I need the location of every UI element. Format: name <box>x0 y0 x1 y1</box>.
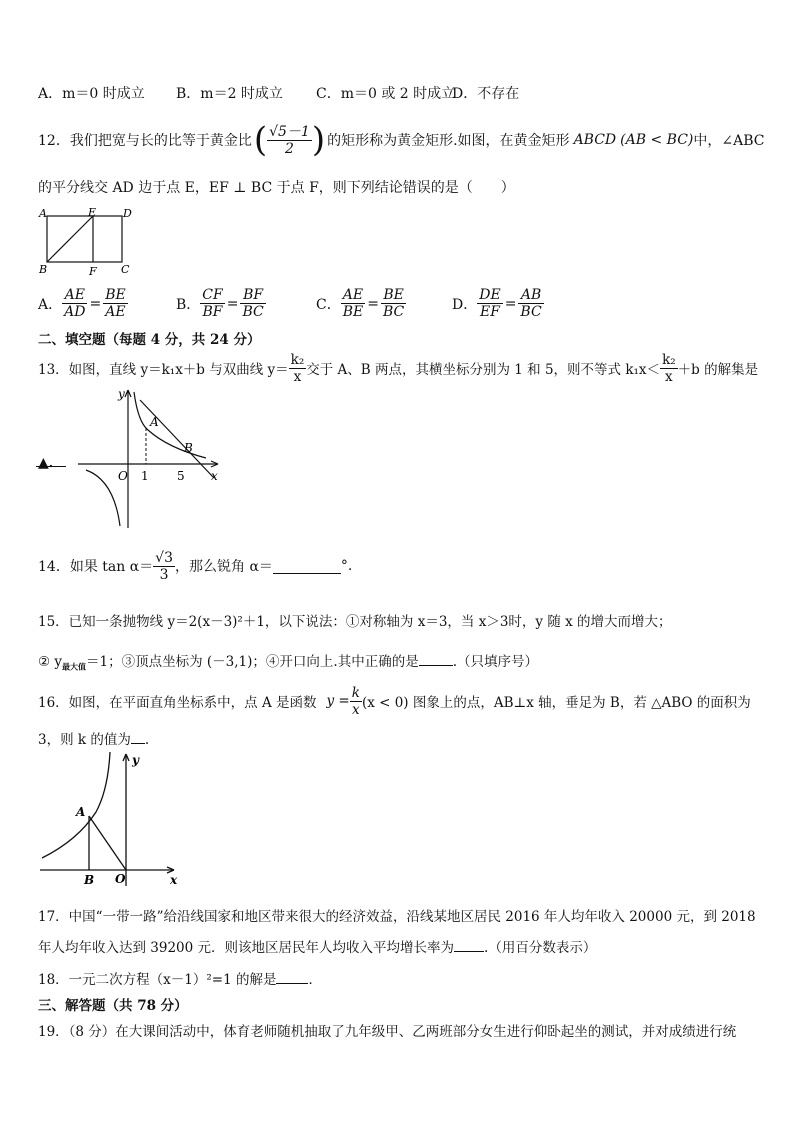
denominator: BC <box>382 304 405 320</box>
golden-numerator: √5－1 <box>269 123 310 140</box>
denominator: x <box>293 368 302 385</box>
numerator: DE <box>479 287 501 303</box>
numerator: AE <box>62 287 87 304</box>
q13-text-post: ＋b 的解集是 <box>677 362 759 378</box>
fraction <box>240 287 265 320</box>
option-label: B． <box>176 296 201 313</box>
q12-option-a <box>38 287 128 320</box>
q14-text-end: °. <box>340 558 353 574</box>
q16-answer-blank[interactable] <box>131 731 145 744</box>
q12-golden-rectangle-figure <box>36 206 136 278</box>
label-o: O <box>115 872 126 886</box>
q19-line1: 19．（8 分）在大课间活动中，体育老师随机抽取了九年级甲、乙两班部分女生进行仰卧起坐的测试，并对成绩进行统 <box>38 1024 737 1040</box>
q11-option-c: C．m＝0 或 2 时成立 <box>316 86 456 102</box>
q18-text-end: ． <box>308 972 322 988</box>
q15-text-a: ② y <box>38 654 63 670</box>
section-2-heading: 二、填空题（每题 4 分，共 24 分） <box>38 332 261 348</box>
q12-rect-name: ABCD <box>573 132 617 148</box>
denominator: BF <box>202 304 223 320</box>
q14-fraction <box>153 550 175 583</box>
q16-text-pre: 16．如图，在平面直角坐标系中，点 A 是函数 <box>38 695 317 711</box>
denominator: BE <box>342 304 364 320</box>
q16-hyperbola-figure <box>38 750 186 890</box>
line-y-k1x-b <box>140 400 214 478</box>
denominator: AE <box>105 304 126 320</box>
numerator: BE <box>381 287 406 304</box>
equals-sign: = <box>367 295 379 312</box>
q18-text-pre: 18．一元二次方程（x－1）²=1 的解是 <box>38 972 277 988</box>
option-label: D． <box>452 296 478 313</box>
fraction <box>341 287 366 320</box>
q15-line1: 15．已知一条抛物线 y＝2(x－3)²＋1，以下说法：①对称轴为 x＝3，当 x＞3时，y 随 x 的增大而增大； <box>38 614 672 630</box>
q16-period: . <box>144 732 150 748</box>
q13-answer-mark <box>38 452 63 472</box>
segment-ao <box>89 816 126 870</box>
q18-line <box>38 968 322 988</box>
q12-option-c <box>316 287 406 320</box>
label-y: y <box>118 387 125 401</box>
denominator: x <box>352 701 360 718</box>
left-paren: ( <box>253 120 268 160</box>
q17-text-b: .（用百分数表示） <box>484 940 597 956</box>
q14-answer-blank[interactable] <box>273 559 341 574</box>
label-x: x <box>170 873 178 887</box>
golden-ratio <box>253 120 326 160</box>
label-1: 1 <box>141 469 149 483</box>
option-label: C． <box>316 296 341 313</box>
q13-text-mid: 交于 A、B 两点，其横坐标分别为 1 和 5，则不等式 k₁x＜ <box>306 362 661 378</box>
q15-text-c: .（只填序号） <box>452 654 539 670</box>
q17-line1: 17．中国“一带一路”给沿线国家和地区带来很大的经济效益，沿线某地区居民 2016 年人均年收入 20000 元，到 2018 <box>38 909 756 925</box>
q13-fraction-1 <box>289 352 307 385</box>
denominator: BC <box>520 304 542 320</box>
label-e: E <box>88 206 97 219</box>
label-o: O <box>118 469 128 483</box>
equals-sign: = <box>226 295 239 312</box>
q12-line2: 的平分线交 AD 边于点 E，EF ⊥ BC 于点 F，则下列结论错误的是（ ） <box>38 180 515 196</box>
numerator: BE <box>105 287 126 303</box>
fraction <box>381 287 406 320</box>
q12-text-after: 中，∠ABC <box>693 133 765 149</box>
label-b: B <box>84 873 95 887</box>
q14-text-pre: 14．如果 tan α＝ <box>38 559 154 575</box>
fraction <box>518 287 543 320</box>
q12-text-pre: 我们把宽与长的比等于黄金比 <box>69 133 252 149</box>
q17-text-a: 年人均年收入达到 39200 元．则该地区居民年人均收入平均增长率为 <box>38 940 455 956</box>
label-f: F <box>89 265 97 278</box>
q16-line1 <box>38 682 751 720</box>
equals-sign: = <box>504 295 517 312</box>
numerator: k <box>351 684 360 701</box>
golden-fraction <box>267 124 312 157</box>
label-d: D <box>123 207 132 220</box>
q17-answer-blank[interactable] <box>454 939 484 952</box>
q12-option-b <box>176 287 266 320</box>
label-y: y <box>132 753 139 767</box>
q12-text-mid: 的矩形称为黄金矩形.如图，在黄金矩形 <box>327 133 570 149</box>
denominator: x <box>665 368 673 385</box>
golden-denominator: 2 <box>285 140 294 157</box>
label-a: A <box>150 415 159 429</box>
q15-text-b: ＝1；③顶点坐标为 (－3,1)；④开口向上.其中正确的是 <box>86 654 419 670</box>
q14-line <box>38 546 352 586</box>
denominator: AD <box>64 304 86 320</box>
label-x: x <box>211 469 218 483</box>
rectangle-abcd <box>47 216 122 262</box>
fraction <box>200 287 224 320</box>
label-5: 5 <box>177 469 185 483</box>
q16-fraction <box>350 685 362 718</box>
q12-condition: (AB < BC) <box>620 132 694 148</box>
q16-y-equals: y = <box>326 693 350 709</box>
q13-line1 <box>38 350 758 386</box>
fraction <box>103 287 128 320</box>
bisector-be <box>47 216 93 262</box>
denominator: 3 <box>159 566 169 583</box>
q12-option-d <box>452 287 544 320</box>
q13-text-pre: 13．如图，直线 y＝k₁x＋b 与双曲线 y＝ <box>38 362 289 378</box>
q14-text-post: ，那么锐角 α＝ <box>175 559 273 575</box>
numerator: AB <box>518 287 543 304</box>
right-paren: ) <box>311 120 326 160</box>
denominator: EF <box>479 304 500 320</box>
numerator: √3 <box>155 549 173 566</box>
label-a: A <box>76 805 86 819</box>
q12-number: 12． <box>38 133 70 149</box>
q16-line2 <box>38 728 149 748</box>
numerator: k₂ <box>290 351 305 368</box>
numerator: BF <box>240 287 265 304</box>
label-c: C <box>121 263 130 276</box>
q16-text-line2: 3，则 k 的值为 <box>38 732 131 748</box>
hyperbola-branch-1 <box>134 392 206 458</box>
q17-line2 <box>38 936 596 956</box>
fraction <box>477 287 502 320</box>
option-label: A． <box>38 296 63 313</box>
fraction <box>62 287 87 320</box>
q11-option-a: A．m＝0 时成立 <box>38 86 145 102</box>
label-a: A <box>39 207 47 220</box>
q13-answer-text: ▲． <box>38 455 63 471</box>
q11-option-b: B．m＝2 时成立 <box>176 86 283 102</box>
section-3-heading: 三、解答题（共 78 分） <box>38 998 188 1014</box>
q13-answer-underline <box>36 466 66 467</box>
q18-answer-blank[interactable] <box>276 971 308 984</box>
q13-fraction-2 <box>660 352 678 385</box>
denominator: BC <box>242 304 264 320</box>
q15-line2 <box>38 650 538 673</box>
numerator: CF <box>202 287 223 303</box>
label-b: B <box>184 441 193 455</box>
q13-hyperbola-line-figure <box>78 386 228 532</box>
hyperbola-branch-3 <box>86 470 120 526</box>
q16-text-cond: (x < 0) 图象上的点，AB⊥x 轴，垂足为 B，若 △ABO 的面积为 <box>361 695 751 711</box>
q12-line1 <box>38 118 765 162</box>
label-b: B <box>39 263 48 276</box>
q15-answer-blank[interactable] <box>419 653 453 666</box>
q11-option-d: D．不存在 <box>452 86 520 102</box>
numerator: AE <box>341 287 366 304</box>
numerator: k₂ <box>662 351 676 368</box>
q15-subscript: 最大值 <box>62 661 87 672</box>
equals-sign: = <box>89 295 102 312</box>
